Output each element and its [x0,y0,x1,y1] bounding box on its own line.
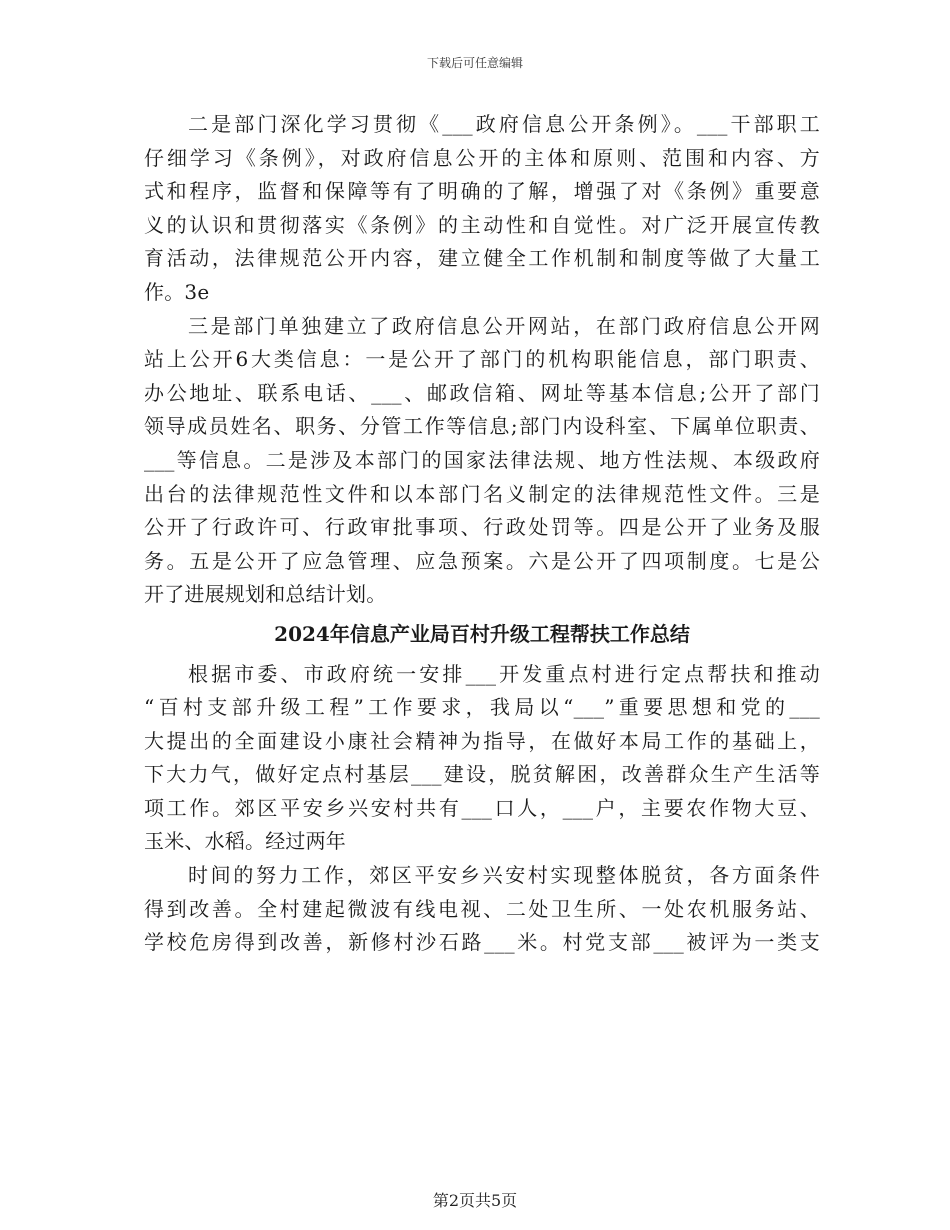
text-line: 育活动，法律规范公开内容，建立健全工作机制和制度等做了大量工 [144,246,820,271]
text-line: 开了进展规划和总结计划。 [144,582,387,607]
paragraph-3 [144,310,820,612]
section-title: 2024年信息产业局百村升级工程帮扶工作总结 [274,621,690,646]
text-line: ___等信息。二是涉及本部门的国家法律法规、地方性法规、本级政府 [144,447,820,472]
text-line: “百村支部升级工程”工作要求，我局以“___”重要思想和党的___ [144,695,820,720]
text-line: 项工作。郊区平安乡兴安村共有___口人，___户，主要农作物大豆、 [144,795,820,820]
text-line: 得到改善。全村建起微波有线电视、二处卫生所、一处农机服务站、 [144,896,820,921]
page-header: 下载后可任意编辑 [426,56,523,70]
page-footer: 第2页共5页 [432,1191,518,1210]
text-line: 根据市委、市政府统一安排___开发重点村进行定点帮扶和推动 [188,661,820,686]
text-line: 领导成员姓名、职务、分管工作等信息;部门内设科室、下属单位职责、 [144,414,820,439]
text-line: 办公地址、联系电话、___、邮政信箱、网址等基本信息;公开了部门 [144,380,820,405]
text-line: 仔细学习《条例》，对政府信息公开的主体和原则、范围和内容、方 [144,145,820,170]
text-line: 作。3e [144,279,210,304]
paragraph-summary-1 [144,658,820,860]
text-line: 大提出的全面建设小康社会精神为指导，在做好本局工作的基础上， [144,728,820,753]
paragraph-summary-2 [144,859,820,960]
document-body [144,108,820,960]
text-line: 二是部门深化学习贯彻《___政府信息公开条例》。___干部职工 [188,112,820,136]
text-line: 出台的法律规范性文件和以本部门名义制定的法律规范性文件。三是 [144,481,820,506]
text-line: 三是部门单独建立了政府信息公开网站，在部门政府信息公开网 [188,313,820,338]
text-line: 式和程序，监督和保障等有了明确的了解，增强了对《条例》重要意 [144,179,820,204]
text-line: 公开了行政许可、行政审批事项、行政处罚等。四是公开了业务及服 [144,515,820,540]
text-line: 务。五是公开了应急管理、应急预案。六是公开了四项制度。七是公 [144,548,820,573]
text-line: 下大力气，做好定点村基层___建设，脱贫解困，改善群众生产生活等 [144,762,820,787]
text-line: 站上公开6大类信息：一是公开了部门的机构职能信息，部门职责、 [144,347,820,372]
paragraph-2 [144,108,820,310]
text-line: 义的认识和贯彻落实《条例》的主动性和自觉性。对广泛开展宣传教 [144,212,820,237]
text-line: 玉米、水稻。经过两年 [144,829,346,854]
text-line: 时间的努力工作，郊区平安乡兴安村实现整体脱贫，各方面条件 [188,863,820,888]
text-line: 学校危房得到改善，新修村沙石路___米。村党支部___被评为一类支 [144,930,820,955]
